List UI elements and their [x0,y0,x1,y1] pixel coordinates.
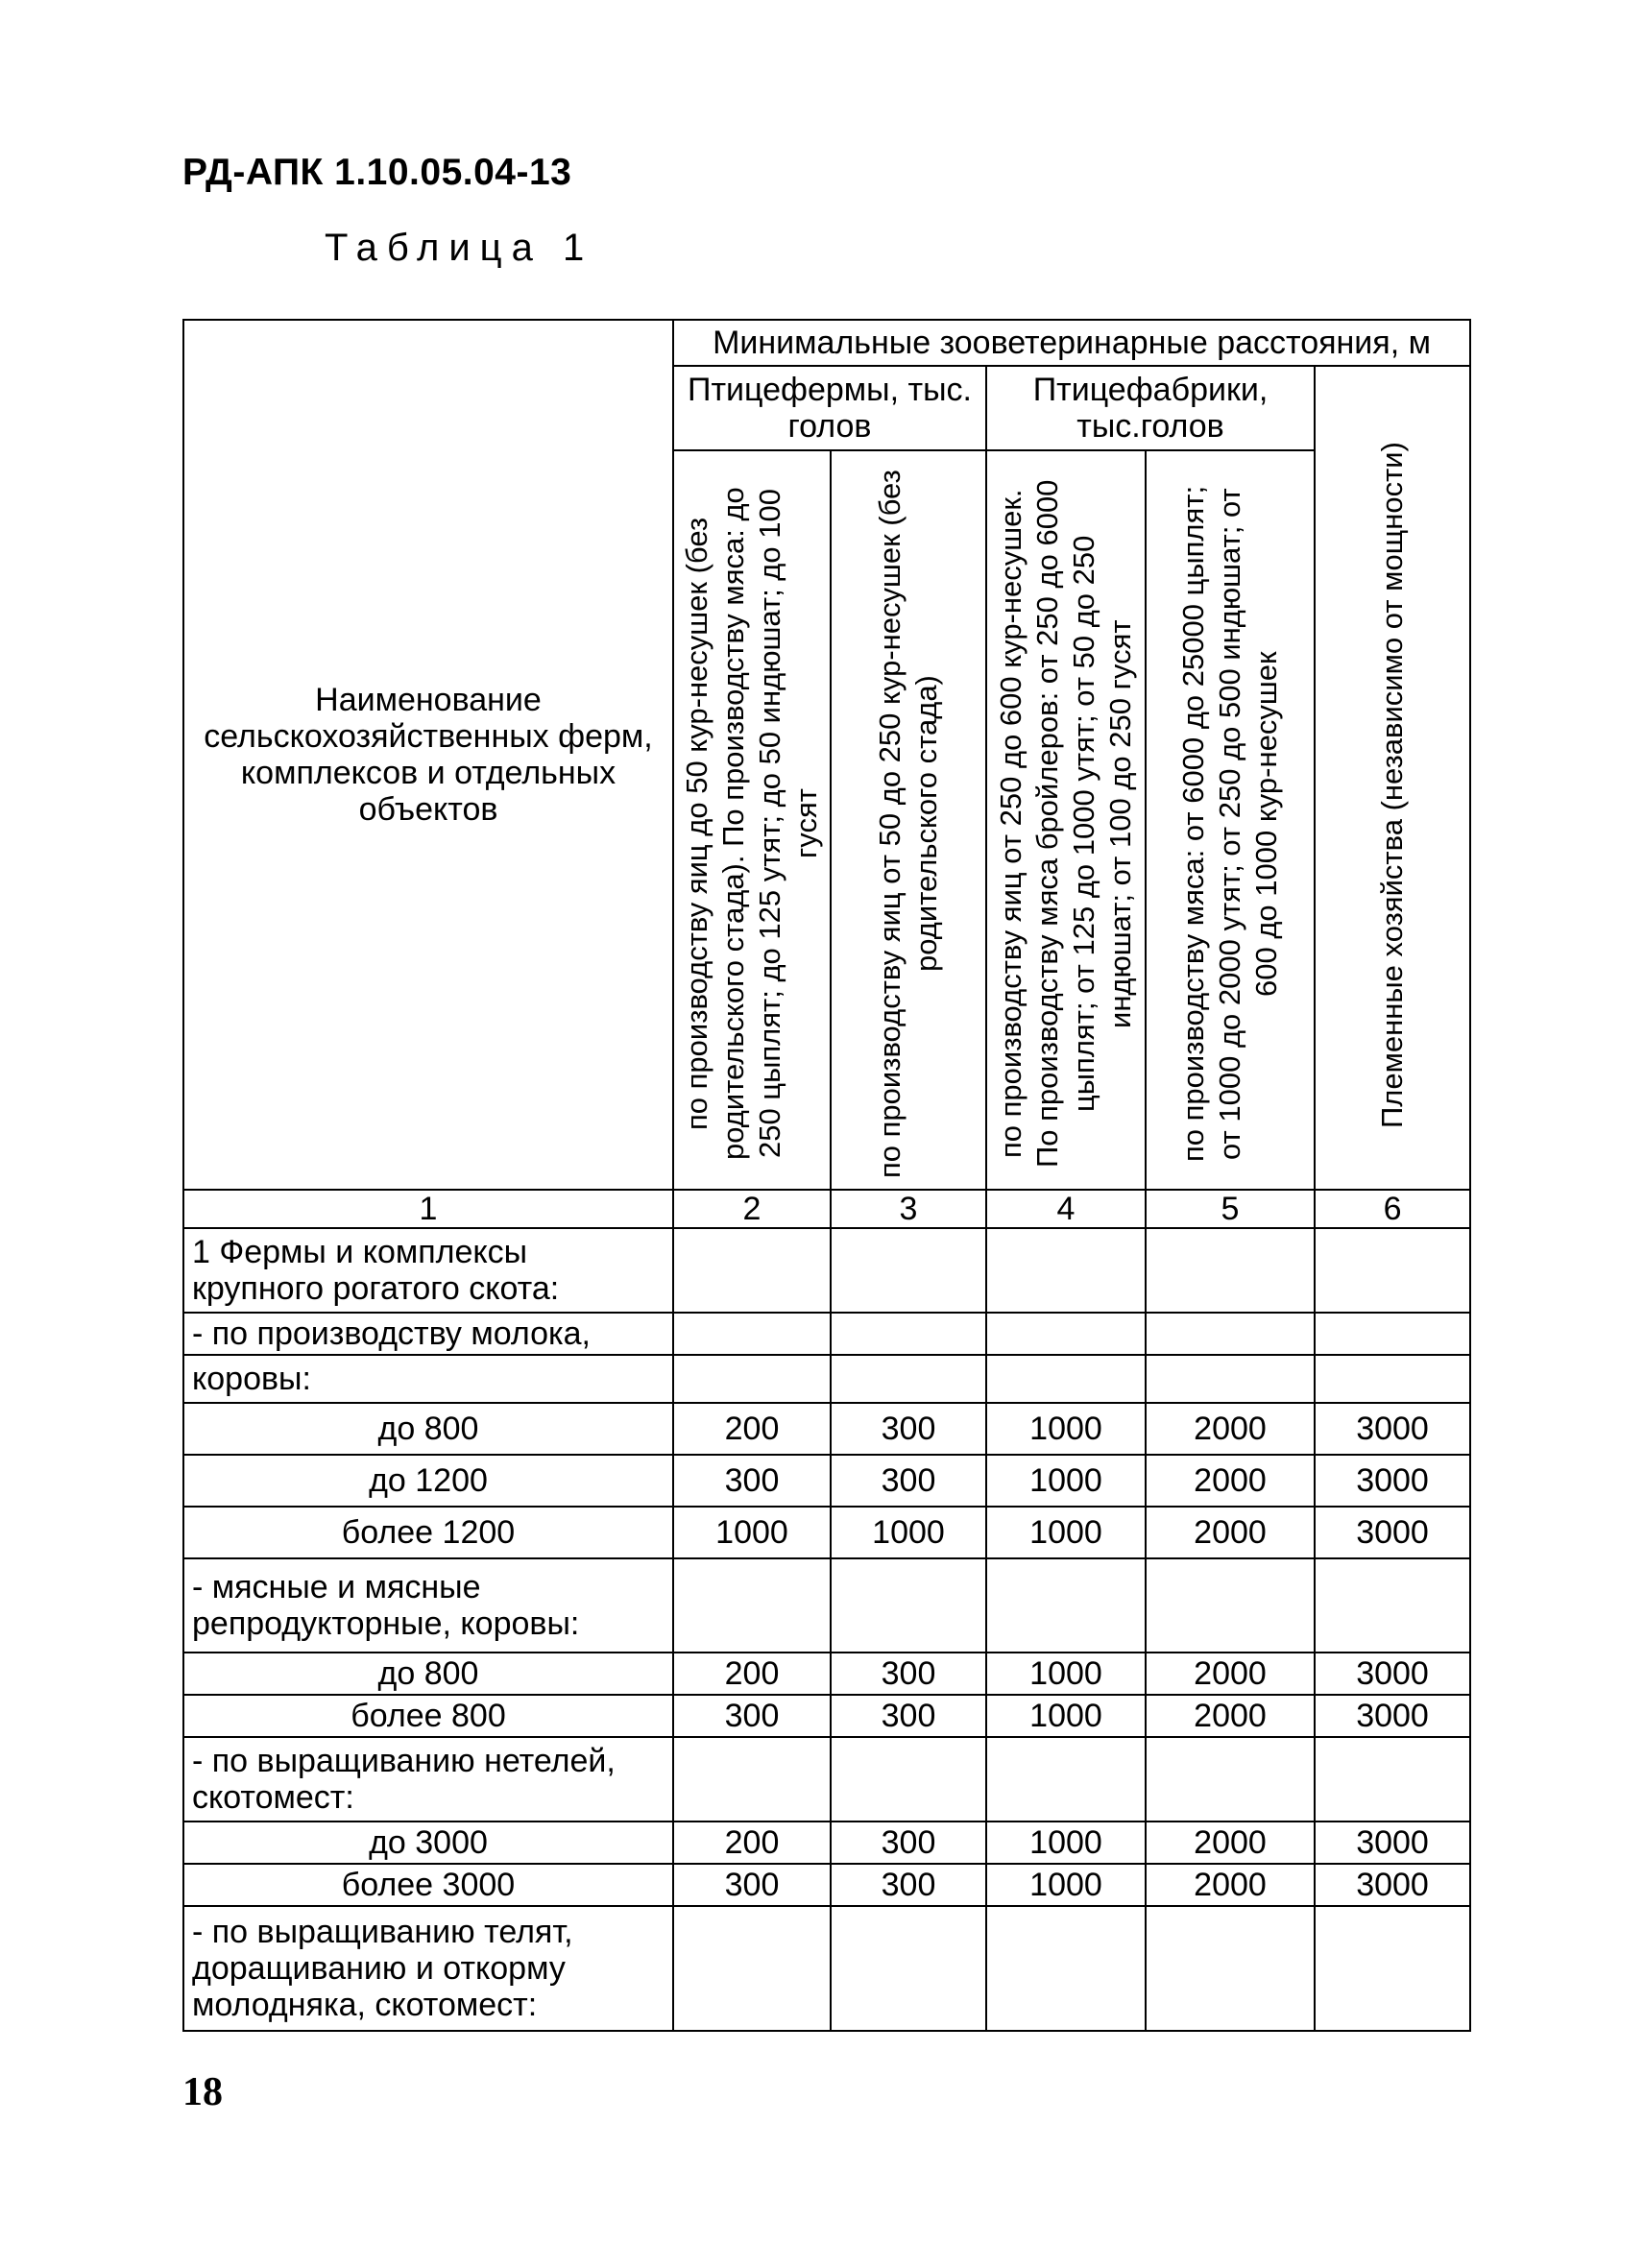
table-row [183,1695,1470,1737]
value-cell: 200 [673,1822,831,1864]
value-cell: 300 [673,1864,831,1906]
row-name-cell: более 800 [183,1695,673,1737]
table-body [183,1228,1470,2031]
value-cell [831,1313,986,1355]
table-row [183,1313,1470,1355]
value-cell: 3000 [1315,1403,1470,1455]
value-cell: 2000 [1146,1864,1315,1906]
value-cell: 1000 [986,1403,1146,1455]
row-name-cell: до 800 [183,1403,673,1455]
value-cell [831,1355,986,1403]
value-cell [673,1737,831,1822]
value-cell: 1000 [831,1507,986,1558]
value-cell: 300 [831,1864,986,1906]
value-cell [673,1228,831,1313]
value-cell [986,1313,1146,1355]
vertical-header-text: Племенные хозяйства (независимо от мощности) [1375,442,1410,1129]
value-cell: 300 [673,1455,831,1507]
row-name-cell: 1 Фермы и комплексы крупного рогатого скота: [183,1228,673,1313]
value-cell: 300 [831,1403,986,1455]
table-row [183,1228,1470,1313]
value-cell [673,1313,831,1355]
col-number: 4 [986,1190,1146,1228]
value-cell [1146,1558,1315,1653]
value-cell [1146,1355,1315,1403]
value-cell [986,1355,1146,1403]
table-row [183,1822,1470,1864]
table-row [183,1653,1470,1695]
value-cell [831,1906,986,2031]
value-cell: 2000 [1146,1653,1315,1695]
table-row [183,1403,1470,1455]
col-number: 5 [1146,1190,1315,1228]
row-name-cell: до 1200 [183,1455,673,1507]
value-cell: 2000 [1146,1695,1315,1737]
value-cell: 200 [673,1653,831,1695]
value-cell [673,1558,831,1653]
header-poultry-factories: Птицефабрики, тыс.голов [986,366,1315,450]
value-cell: 3000 [1315,1822,1470,1864]
row-name-cell: до 3000 [183,1822,673,1864]
value-cell: 300 [831,1455,986,1507]
value-cell [1315,1355,1470,1403]
value-cell [831,1737,986,1822]
value-cell: 1000 [986,1507,1146,1558]
value-cell: 200 [673,1403,831,1455]
value-cell: 2000 [1146,1507,1315,1558]
col-number: 1 [183,1190,673,1228]
vertical-header-text: по производству яиц от 250 до 600 кур-несушек. По производству мяса бройлеров: от 250 до 6000 цыплят; от 125 до 1000 утят; от 50 до 250 индюшат; от 100 до 250 гусят [994,479,1137,1169]
distance-table [182,319,1471,2032]
vertical-header-text: по производству мяса: от 6000 до 25000 цыплят; от 1000 до 2000 утят; от 250 до 500 индюшат; от 600 до 1000 кур-несушек [1176,485,1283,1163]
table-row [183,1864,1470,1906]
value-cell: 2000 [1146,1403,1315,1455]
row-name-cell: - мясные и мясные репродукторные, коровы: [183,1558,673,1653]
table-row [183,1355,1470,1403]
value-cell [1315,1906,1470,2031]
value-cell [1315,1228,1470,1313]
vertical-header-text: по производству яиц до 50 кур-несушек (без родительского стада). По производству мяса: до 250 цыплят; до 125 утят; до 50 индюшат; до 100 гусят [680,487,823,1161]
col-number: 2 [673,1190,831,1228]
row-name-cell: - по выращиванию нетелей, скотомест: [183,1737,673,1822]
row-name-cell: до 800 [183,1653,673,1695]
row-name-cell: - по производству молока, [183,1313,673,1355]
value-cell: 3000 [1315,1864,1470,1906]
header-col-5 [1146,450,1315,1190]
value-cell [1146,1737,1315,1822]
table-row [183,1906,1470,2031]
value-cell: 300 [831,1822,986,1864]
value-cell: 300 [831,1653,986,1695]
document-code: РД-АПК 1.10.05.04-13 [182,152,572,193]
value-cell: 1000 [986,1455,1146,1507]
header-col-3 [831,450,986,1190]
value-cell: 300 [831,1695,986,1737]
table-row [183,1507,1470,1558]
header-poultry-farms: Птицефермы, тыс. голов [673,366,986,450]
value-cell: 2000 [1146,1822,1315,1864]
value-cell [1146,1228,1315,1313]
value-cell [986,1558,1146,1653]
value-cell: 3000 [1315,1695,1470,1737]
header-breeding-farms [1315,366,1470,1190]
value-cell: 1000 [986,1695,1146,1737]
value-cell [1315,1313,1470,1355]
vertical-header-text: по производству яиц от 50 до 250 кур-несушек (без родительского стада) [873,470,943,1178]
value-cell: 1000 [673,1507,831,1558]
table-caption: Таблица 1 [325,227,594,269]
header-col-2 [673,450,831,1190]
value-cell [673,1355,831,1403]
value-cell [1315,1558,1470,1653]
value-cell [1146,1313,1315,1355]
value-cell: 3000 [1315,1455,1470,1507]
col-number: 3 [831,1190,986,1228]
value-cell [1146,1906,1315,2031]
table-row [183,1558,1470,1653]
table-row [183,1455,1470,1507]
value-cell [673,1906,831,2031]
page-number: 18 [182,2070,223,2114]
value-cell [986,1906,1146,2031]
table-row [183,1737,1470,1822]
header-col-4 [986,450,1146,1190]
row-name-cell: более 1200 [183,1507,673,1558]
row-name-cell: - по выращиванию телят, доращиванию и откорму молодняка, скотомест: [183,1906,673,2031]
value-cell: 300 [673,1695,831,1737]
row-name-cell: более 3000 [183,1864,673,1906]
header-group-distances: Минимальные зооветеринарные расстояния, м [673,320,1470,366]
row-name-cell: коровы: [183,1355,673,1403]
value-cell: 3000 [1315,1507,1470,1558]
value-cell [986,1228,1146,1313]
value-cell: 1000 [986,1864,1146,1906]
value-cell: 2000 [1146,1455,1315,1507]
col-number: 6 [1315,1190,1470,1228]
value-cell: 3000 [1315,1653,1470,1695]
column-number-row [183,1190,1470,1228]
value-cell: 1000 [986,1653,1146,1695]
value-cell: 1000 [986,1822,1146,1864]
value-cell [1315,1737,1470,1822]
header-name-column: Наименование сельскохозяйственных ферм, комплексов и отдельных объектов [183,320,673,1190]
value-cell [986,1737,1146,1822]
value-cell [831,1558,986,1653]
value-cell [831,1228,986,1313]
